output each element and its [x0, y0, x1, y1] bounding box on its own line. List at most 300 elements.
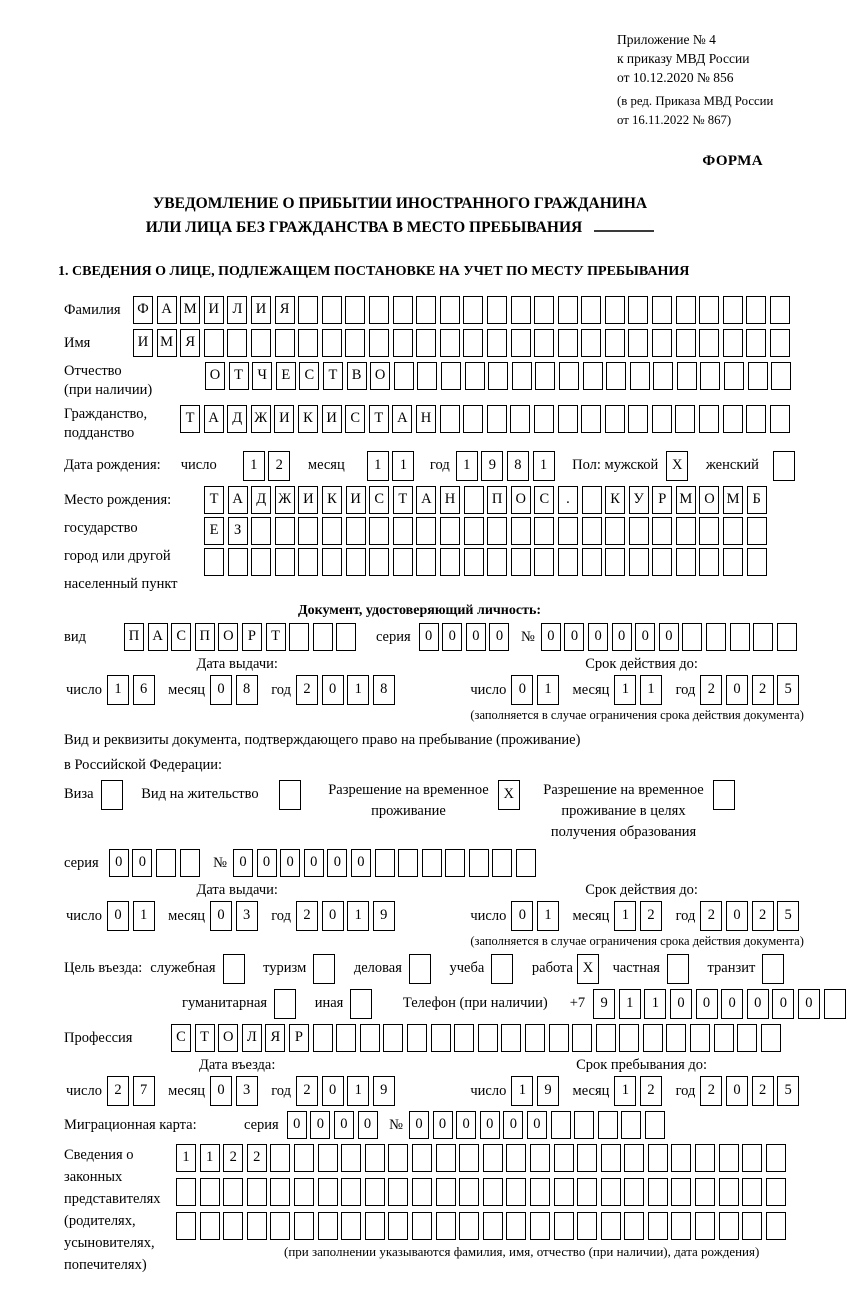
form-cell[interactable]	[558, 517, 578, 545]
form-cell[interactable]	[488, 362, 508, 390]
form-cell[interactable]	[360, 1024, 380, 1052]
form-cell[interactable]	[554, 1212, 574, 1240]
form-cell[interactable]	[713, 780, 735, 810]
form-cell[interactable]	[719, 1144, 739, 1172]
form-cell[interactable]	[298, 517, 318, 545]
form-cell[interactable]	[723, 548, 743, 576]
form-cell[interactable]	[440, 405, 460, 433]
form-cell[interactable]: X	[498, 780, 520, 810]
form-cell[interactable]	[601, 1178, 621, 1206]
form-cell[interactable]	[525, 1024, 545, 1052]
form-cell[interactable]	[598, 1111, 618, 1139]
form-cell[interactable]: 1	[640, 675, 662, 705]
form-cell[interactable]: Р	[289, 1024, 309, 1052]
form-cell[interactable]	[365, 1212, 385, 1240]
form-cell[interactable]	[247, 1212, 267, 1240]
form-cell[interactable]: 1	[243, 451, 265, 481]
form-cell[interactable]	[706, 623, 726, 651]
form-cell[interactable]	[530, 1178, 550, 1206]
form-cell[interactable]	[648, 1144, 668, 1172]
form-cell[interactable]: М	[723, 486, 743, 514]
form-cell[interactable]	[313, 1024, 333, 1052]
form-cell[interactable]: 1	[200, 1144, 220, 1172]
form-cell[interactable]: 0	[322, 675, 344, 705]
form-cell[interactable]	[699, 517, 719, 545]
form-cell[interactable]	[699, 405, 719, 433]
form-cell[interactable]	[350, 989, 372, 1019]
form-cell[interactable]: X	[577, 954, 599, 984]
form-cell[interactable]	[682, 623, 702, 651]
form-cell[interactable]: 1	[533, 451, 555, 481]
form-cell[interactable]	[440, 296, 460, 324]
form-cell[interactable]	[695, 1178, 715, 1206]
form-cell[interactable]	[549, 1024, 569, 1052]
form-cell[interactable]: 1	[537, 675, 559, 705]
form-cell[interactable]	[398, 849, 418, 877]
form-cell[interactable]	[298, 329, 318, 357]
form-cell[interactable]	[341, 1212, 361, 1240]
form-cell[interactable]	[671, 1144, 691, 1172]
form-cell[interactable]	[469, 849, 489, 877]
form-cell[interactable]	[747, 517, 767, 545]
form-cell[interactable]: 1	[614, 901, 636, 931]
form-cell[interactable]	[737, 1024, 757, 1052]
form-cell[interactable]	[624, 1212, 644, 1240]
form-cell[interactable]: К	[298, 405, 318, 433]
form-cell[interactable]	[412, 1212, 432, 1240]
form-cell[interactable]	[464, 548, 484, 576]
form-cell[interactable]: 1	[176, 1144, 196, 1172]
form-cell[interactable]: Б	[747, 486, 767, 514]
form-cell[interactable]	[742, 1212, 762, 1240]
form-cell[interactable]	[652, 405, 672, 433]
form-cell[interactable]: 0	[334, 1111, 354, 1139]
form-cell[interactable]: А	[204, 405, 224, 433]
form-cell[interactable]	[762, 954, 784, 984]
form-cell[interactable]	[671, 1178, 691, 1206]
form-cell[interactable]	[393, 296, 413, 324]
form-cell[interactable]	[746, 296, 766, 324]
form-cell[interactable]: Т	[195, 1024, 215, 1052]
form-cell[interactable]	[766, 1212, 786, 1240]
form-cell[interactable]	[412, 1178, 432, 1206]
form-cell[interactable]	[346, 517, 366, 545]
form-cell[interactable]	[487, 296, 507, 324]
form-cell[interactable]: О	[218, 623, 238, 651]
form-cell[interactable]: 0	[798, 989, 820, 1019]
form-cell[interactable]	[409, 954, 431, 984]
form-cell[interactable]: И	[204, 296, 224, 324]
form-cell[interactable]	[554, 1144, 574, 1172]
form-cell[interactable]	[483, 1178, 503, 1206]
form-cell[interactable]	[101, 780, 123, 810]
form-cell[interactable]	[695, 1212, 715, 1240]
form-cell[interactable]: 0	[747, 989, 769, 1019]
form-cell[interactable]: 0	[612, 623, 632, 651]
form-cell[interactable]: С	[299, 362, 319, 390]
form-cell[interactable]	[440, 517, 460, 545]
form-cell[interactable]: К	[605, 486, 625, 514]
form-cell[interactable]: С	[345, 405, 365, 433]
form-cell[interactable]	[652, 548, 672, 576]
form-cell[interactable]	[770, 296, 790, 324]
form-cell[interactable]	[394, 362, 414, 390]
form-cell[interactable]	[643, 1024, 663, 1052]
form-cell[interactable]: .	[558, 486, 578, 514]
form-cell[interactable]	[606, 362, 626, 390]
form-cell[interactable]	[383, 1024, 403, 1052]
form-cell[interactable]: 8	[236, 675, 258, 705]
form-cell[interactable]	[676, 296, 696, 324]
form-cell[interactable]	[459, 1178, 479, 1206]
form-cell[interactable]	[289, 623, 309, 651]
form-cell[interactable]: 0	[670, 989, 692, 1019]
form-cell[interactable]	[582, 548, 602, 576]
form-cell[interactable]	[773, 451, 795, 481]
form-cell[interactable]	[487, 329, 507, 357]
form-cell[interactable]: 0	[456, 1111, 476, 1139]
form-cell[interactable]	[676, 517, 696, 545]
form-cell[interactable]	[624, 1144, 644, 1172]
form-cell[interactable]: О	[205, 362, 225, 390]
form-cell[interactable]	[677, 362, 697, 390]
form-cell[interactable]	[251, 548, 271, 576]
form-cell[interactable]	[270, 1144, 290, 1172]
form-cell[interactable]	[648, 1212, 668, 1240]
form-cell[interactable]: Л	[242, 1024, 262, 1052]
form-cell[interactable]: И	[298, 486, 318, 514]
form-cell[interactable]	[777, 623, 797, 651]
form-cell[interactable]	[298, 296, 318, 324]
form-cell[interactable]	[228, 548, 248, 576]
form-cell[interactable]	[274, 989, 296, 1019]
form-cell[interactable]	[298, 548, 318, 576]
form-cell[interactable]: И	[346, 486, 366, 514]
form-cell[interactable]: С	[171, 1024, 191, 1052]
form-cell[interactable]	[200, 1212, 220, 1240]
form-cell[interactable]: 0	[511, 675, 533, 705]
form-cell[interactable]	[648, 1178, 668, 1206]
form-cell[interactable]: 0	[210, 1076, 232, 1106]
form-cell[interactable]: 0	[442, 623, 462, 651]
form-cell[interactable]	[180, 849, 200, 877]
form-cell[interactable]	[621, 1111, 641, 1139]
form-cell[interactable]	[824, 989, 846, 1019]
form-cell[interactable]	[577, 1178, 597, 1206]
form-cell[interactable]: Н	[440, 486, 460, 514]
form-cell[interactable]: С	[369, 486, 389, 514]
form-cell[interactable]: Т	[369, 405, 389, 433]
form-cell[interactable]	[279, 780, 301, 810]
form-cell[interactable]	[700, 362, 720, 390]
form-cell[interactable]: Т	[204, 486, 224, 514]
form-cell[interactable]	[369, 296, 389, 324]
form-cell[interactable]	[558, 405, 578, 433]
form-cell[interactable]	[506, 1178, 526, 1206]
form-cell[interactable]: И	[274, 405, 294, 433]
form-cell[interactable]	[530, 1212, 550, 1240]
form-cell[interactable]: З	[228, 517, 248, 545]
form-cell[interactable]	[275, 517, 295, 545]
form-cell[interactable]	[629, 517, 649, 545]
form-cell[interactable]	[454, 1024, 474, 1052]
form-cell[interactable]: 2	[296, 1076, 318, 1106]
form-cell[interactable]: 0	[696, 989, 718, 1019]
form-cell[interactable]: 8	[507, 451, 529, 481]
form-cell[interactable]	[761, 1024, 781, 1052]
form-cell[interactable]	[365, 1144, 385, 1172]
form-cell[interactable]	[393, 517, 413, 545]
form-cell[interactable]	[572, 1024, 592, 1052]
form-cell[interactable]	[719, 1178, 739, 1206]
form-cell[interactable]: Ж	[275, 486, 295, 514]
form-cell[interactable]	[690, 1024, 710, 1052]
form-cell[interactable]: И	[133, 329, 153, 357]
form-cell[interactable]	[336, 1024, 356, 1052]
form-cell[interactable]	[345, 296, 365, 324]
form-cell[interactable]	[730, 623, 750, 651]
form-cell[interactable]	[558, 548, 578, 576]
form-cell[interactable]	[440, 329, 460, 357]
form-cell[interactable]	[318, 1144, 338, 1172]
form-cell[interactable]	[601, 1144, 621, 1172]
form-cell[interactable]: О	[699, 486, 719, 514]
form-cell[interactable]	[156, 849, 176, 877]
form-cell[interactable]	[322, 548, 342, 576]
form-cell[interactable]	[596, 1024, 616, 1052]
form-cell[interactable]: 2	[268, 451, 290, 481]
form-cell[interactable]: 3	[236, 901, 258, 931]
form-cell[interactable]	[675, 405, 695, 433]
form-cell[interactable]	[346, 548, 366, 576]
form-cell[interactable]: 0	[433, 1111, 453, 1139]
form-cell[interactable]: 0	[280, 849, 300, 877]
form-cell[interactable]	[487, 405, 507, 433]
form-cell[interactable]: 2	[223, 1144, 243, 1172]
form-cell[interactable]	[645, 1111, 665, 1139]
form-cell[interactable]: Ф	[133, 296, 153, 324]
form-cell[interactable]: Р	[652, 486, 672, 514]
form-cell[interactable]	[463, 405, 483, 433]
form-cell[interactable]	[605, 296, 625, 324]
form-cell[interactable]	[318, 1178, 338, 1206]
form-cell[interactable]: М	[180, 296, 200, 324]
form-cell[interactable]	[666, 1024, 686, 1052]
form-cell[interactable]: 1	[392, 451, 414, 481]
form-cell[interactable]	[341, 1144, 361, 1172]
form-cell[interactable]	[223, 954, 245, 984]
form-cell[interactable]	[559, 362, 579, 390]
form-cell[interactable]	[753, 623, 773, 651]
form-cell[interactable]	[436, 1178, 456, 1206]
form-cell[interactable]	[275, 548, 295, 576]
form-cell[interactable]	[491, 954, 513, 984]
form-cell[interactable]	[318, 1212, 338, 1240]
form-cell[interactable]	[723, 329, 743, 357]
form-cell[interactable]: 0	[287, 1111, 307, 1139]
form-cell[interactable]	[407, 1024, 427, 1052]
form-cell[interactable]: 0	[419, 623, 439, 651]
form-cell[interactable]: 3	[236, 1076, 258, 1106]
form-cell[interactable]: 0	[358, 1111, 378, 1139]
form-cell[interactable]	[365, 1178, 385, 1206]
form-cell[interactable]	[511, 517, 531, 545]
form-cell[interactable]: Т	[323, 362, 343, 390]
form-cell[interactable]: 1	[347, 1076, 369, 1106]
form-cell[interactable]	[463, 329, 483, 357]
form-cell[interactable]	[506, 1144, 526, 1172]
form-cell[interactable]	[483, 1212, 503, 1240]
form-cell[interactable]: 0	[659, 623, 679, 651]
form-cell[interactable]	[723, 405, 743, 433]
form-cell[interactable]: И	[322, 405, 342, 433]
form-cell[interactable]	[516, 849, 536, 877]
form-cell[interactable]	[270, 1212, 290, 1240]
form-cell[interactable]	[459, 1212, 479, 1240]
form-cell[interactable]	[459, 1144, 479, 1172]
form-cell[interactable]: 2	[700, 901, 722, 931]
form-cell[interactable]: О	[511, 486, 531, 514]
form-cell[interactable]	[748, 362, 768, 390]
form-cell[interactable]: П	[195, 623, 215, 651]
form-cell[interactable]: 0	[107, 901, 129, 931]
form-cell[interactable]	[511, 548, 531, 576]
form-cell[interactable]: О	[218, 1024, 238, 1052]
form-cell[interactable]	[445, 849, 465, 877]
form-cell[interactable]: 0	[564, 623, 584, 651]
form-cell[interactable]: А	[148, 623, 168, 651]
form-cell[interactable]	[558, 296, 578, 324]
form-cell[interactable]: 1	[347, 901, 369, 931]
form-cell[interactable]: Е	[204, 517, 224, 545]
form-cell[interactable]: М	[157, 329, 177, 357]
form-cell[interactable]: Я	[275, 296, 295, 324]
form-cell[interactable]	[483, 1144, 503, 1172]
form-cell[interactable]: 1	[619, 989, 641, 1019]
form-cell[interactable]	[388, 1178, 408, 1206]
form-cell[interactable]: 0	[726, 901, 748, 931]
form-cell[interactable]	[582, 486, 602, 514]
form-cell[interactable]: 2	[296, 675, 318, 705]
form-cell[interactable]: П	[124, 623, 144, 651]
form-cell[interactable]	[369, 548, 389, 576]
form-cell[interactable]: 0	[511, 901, 533, 931]
form-cell[interactable]	[699, 296, 719, 324]
form-cell[interactable]: 0	[327, 849, 347, 877]
form-cell[interactable]: 0	[588, 623, 608, 651]
form-cell[interactable]	[436, 1212, 456, 1240]
form-cell[interactable]: 1	[614, 675, 636, 705]
form-cell[interactable]: С	[534, 486, 554, 514]
form-cell[interactable]	[619, 1024, 639, 1052]
form-cell[interactable]	[416, 517, 436, 545]
form-cell[interactable]	[251, 329, 271, 357]
form-cell[interactable]	[176, 1212, 196, 1240]
form-cell[interactable]	[699, 329, 719, 357]
form-cell[interactable]	[766, 1144, 786, 1172]
form-cell[interactable]: 1	[644, 989, 666, 1019]
form-cell[interactable]: Ч	[252, 362, 272, 390]
form-cell[interactable]: 1	[511, 1076, 533, 1106]
form-cell[interactable]: А	[416, 486, 436, 514]
form-cell[interactable]	[724, 362, 744, 390]
form-cell[interactable]	[534, 517, 554, 545]
form-cell[interactable]	[313, 623, 333, 651]
form-cell[interactable]: 2	[640, 901, 662, 931]
form-cell[interactable]	[770, 329, 790, 357]
form-cell[interactable]	[534, 405, 554, 433]
form-cell[interactable]	[558, 329, 578, 357]
form-cell[interactable]: У	[629, 486, 649, 514]
form-cell[interactable]: П	[487, 486, 507, 514]
form-cell[interactable]: 1	[614, 1076, 636, 1106]
form-cell[interactable]	[416, 296, 436, 324]
form-cell[interactable]: Е	[276, 362, 296, 390]
form-cell[interactable]	[200, 1178, 220, 1206]
form-cell[interactable]	[601, 1212, 621, 1240]
form-cell[interactable]	[534, 329, 554, 357]
form-cell[interactable]: 0	[257, 849, 277, 877]
form-cell[interactable]	[487, 517, 507, 545]
form-cell[interactable]	[322, 517, 342, 545]
form-cell[interactable]	[431, 1024, 451, 1052]
form-cell[interactable]	[605, 548, 625, 576]
form-cell[interactable]	[581, 296, 601, 324]
form-cell[interactable]	[652, 329, 672, 357]
form-cell[interactable]: X	[666, 451, 688, 481]
form-cell[interactable]	[652, 296, 672, 324]
form-cell[interactable]	[251, 517, 271, 545]
form-cell[interactable]	[345, 329, 365, 357]
form-cell[interactable]: М	[676, 486, 696, 514]
form-cell[interactable]: 0	[109, 849, 129, 877]
form-cell[interactable]	[294, 1212, 314, 1240]
form-cell[interactable]: 0	[304, 849, 324, 877]
form-cell[interactable]	[747, 548, 767, 576]
form-cell[interactable]	[723, 517, 743, 545]
form-cell[interactable]: Л	[227, 296, 247, 324]
form-cell[interactable]	[577, 1144, 597, 1172]
form-cell[interactable]	[581, 405, 601, 433]
form-cell[interactable]: Д	[227, 405, 247, 433]
form-cell[interactable]: 0	[132, 849, 152, 877]
form-cell[interactable]	[294, 1144, 314, 1172]
form-cell[interactable]: 2	[700, 675, 722, 705]
form-cell[interactable]	[440, 548, 460, 576]
form-cell[interactable]: 2	[247, 1144, 267, 1172]
form-cell[interactable]: Т	[266, 623, 286, 651]
form-cell[interactable]: Я	[180, 329, 200, 357]
form-cell[interactable]	[671, 1212, 691, 1240]
form-cell[interactable]: 0	[772, 989, 794, 1019]
form-cell[interactable]: 0	[721, 989, 743, 1019]
form-cell[interactable]	[605, 329, 625, 357]
form-cell[interactable]: 0	[503, 1111, 523, 1139]
form-cell[interactable]: А	[228, 486, 248, 514]
form-cell[interactable]	[417, 362, 437, 390]
form-cell[interactable]	[510, 405, 530, 433]
form-cell[interactable]	[719, 1212, 739, 1240]
form-cell[interactable]: Т	[180, 405, 200, 433]
form-cell[interactable]	[412, 1144, 432, 1172]
form-cell[interactable]: 0	[409, 1111, 429, 1139]
form-cell[interactable]: 2	[296, 901, 318, 931]
form-cell[interactable]: 0	[210, 675, 232, 705]
form-cell[interactable]: 9	[481, 451, 503, 481]
form-cell[interactable]	[464, 486, 484, 514]
form-cell[interactable]: Т	[393, 486, 413, 514]
form-cell[interactable]: 0	[322, 1076, 344, 1106]
